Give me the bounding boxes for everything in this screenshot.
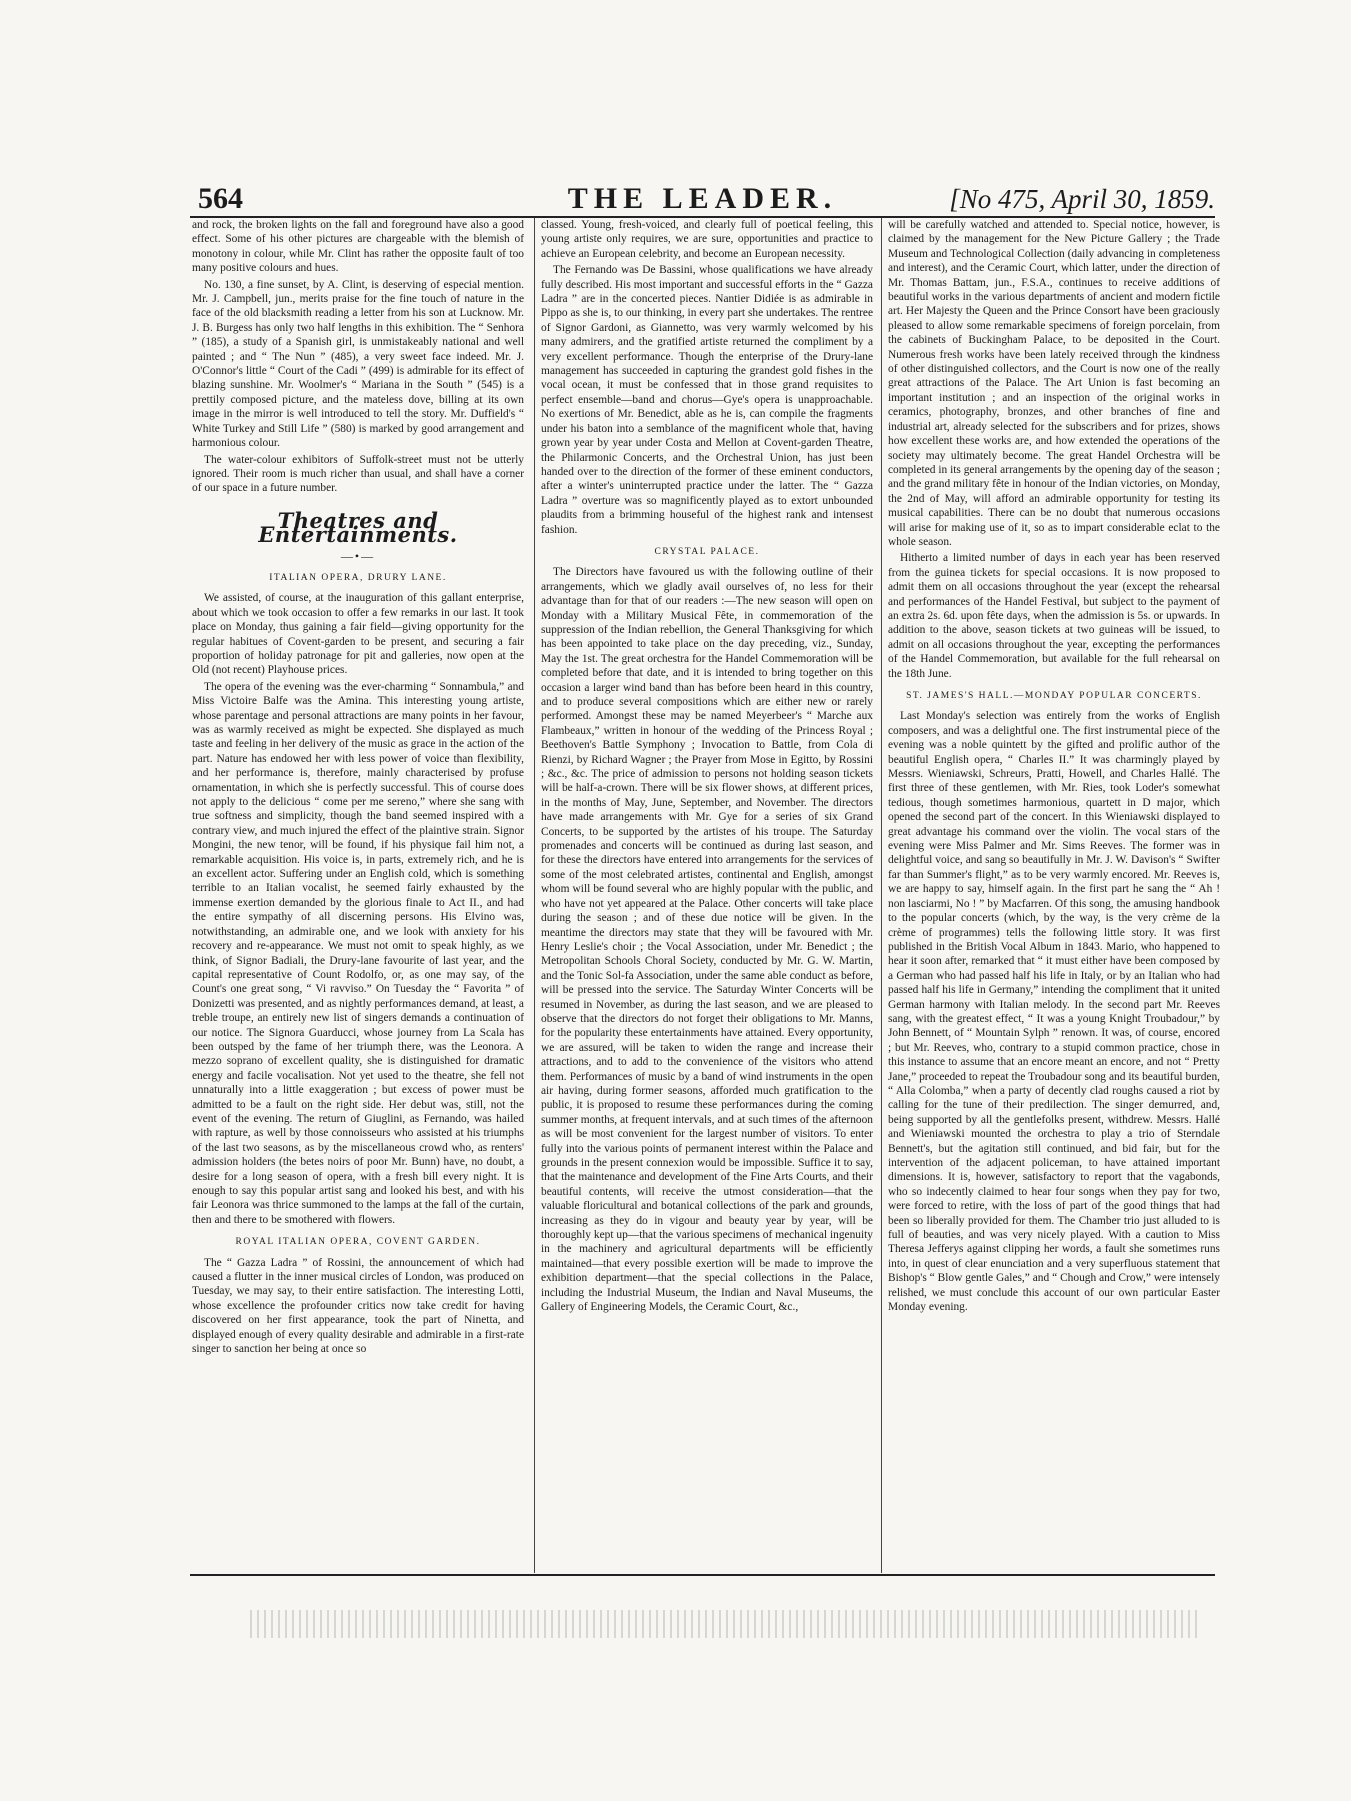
paragraph: The Directors have favoured us with the following outline of their arrangements, which we gladly avail ourselves of, no less for their advantage than for that of our readers :—The new season will open on Monday with a Military Musical Fête, in commemoration of the suppression of the Indian rebellion, the General Thanksgiving for which has been appointed to take place on the day preceding, viz., Sunday, May the 1st. The great orchestra for the Handel Commemoration will be completed before that date, and it is intended to bring together on this occasion a larger wind band than has before been heard in this country, and to produce several compositions which are either new or rarely performed. Amongst these may be named Meyerbeer's “ Marche aux Flambeaux,” written in honour of the wedding of the Princess Royal ; Beethoven's Battle Symphony ; Invocation to Battle, from Cola di Rienzi, by Richard Wagner ; the Prayer from Mose in Egitto, by Rossini ; &c., &c. The price of admission to persons not holding season tickets will be half-a-crown. There will be six flower shows, at different prices, in the months of May, June, September, and November. The directors have made arrangements with Mr. Gye for a series of six Grand Concerts, to be supported by the artistes of his troupe. The Saturday promenades and concerts will be continued as during last season, and for these the directors have entered into arrangements for the services of some of the most celebrated artistes, continental and English, amongst whom will be found several who are highly popular with the public, and who have not yet appeared at the Palace. Other concerts will take place during the season ; and of these due notice will be given. In the meantime the directors may state that they will be favoured with Mr. Henry Leslie's choir ; the Vocal Association, under Mr. Benedict ; the Metropolitan Schools Choral Society, conducted by Mr. G. W. Martin, and the Tonic Sol-fa Association, under the same able conduct as before, will be pressed into the service. The Saturday Winter Concerts will be resumed in November, as during the last season, and we are pleased to observe that the directors do not forget their obligations to Mr. Manns, for the popularity these entertainments have attained. Every opportunity, we are assured, will be taken to widen the range and increase their attractions, and to add to the convenience of the visitors who attend them. Performances of music by a band of wind instruments in the open air having, during former seasons, afforded much gratification to the public, it is proposed to resume these performances during the coming summer months, at frequent intervals, and at such times of the afternoon as will be most convenient for the largest number of visitors. To enter fully into the various points of permanent interest within the Palace and grounds in the present connexion would be impossible. Suffice it to say, that the maintenance and development of the Fine Arts Courts, and their beautiful contents, will receive the utmost consideration—that the valuable floricultural and botanical collections of the park and grounds, increasing as they do in vigour and beauty year by year, will be thoroughly kept up—that the various specimens of mechanical ingenuity in the machinery and agricultural departments will be efficiently maintained—that every possible exertion will be made to improve the exhibition department—that the special collections in the Palace, including the Industrial Museum, the Indian and Naval Museums, the Gallery of Engineering Models, the Ceramic Court, &c.,	[541, 566, 873, 1314]
page-header	[190, 180, 1215, 216]
paragraph: The opera of the evening was the ever-charming “ Sonnambula,” and Miss Victoire Balfe was the Amina. This interesting young artiste, whose parentage and personal attractions are many points in her favour, was as warmly received as might be expected. She displayed as much taste and feeling in her delivery of the music as grace in the action of the part. Nature has endowed her with less power of voice than flexibility, and her performance is, therefore, mainly characterised by profuse ornamentation, in which she is perfectly successful. This of course does not apply to the delicious “ come per me sereno,” where she sang with true softness and simplicity, though the band seemed inspired with a contrary view, and much injured the effect of the plaintive strain. Signor Mongini, the new tenor, will be found, if his physique fail him not, a remarkable acquisition. His voice is, in parts, extremely rich, and he is an excellent actor. Suffering under an English cold, which is something terrible to an Italian vocalist, he seemed fairly exhausted by the immense exertion demanded by the glorious finale to Act II., and had the entire sympathy of all discerning persons. His Elvino was, notwithstanding, an admirable one, and we look with anxiety for his recovery and re-appearance. We must not omit to speak highly, as we think, of Signor Badiali, the Drury-lane favourite of last year, and the capital representative of Count Rodolfo, or, as one may say, of the Count's one great song, “ Vi ravviso.” On Tuesday the “ Favorita ” of Donizetti was presented, and as nightly performances demand, at least, a treble troupe, an entirely new list of singers demands a continuation of our notice. The Signora Guarducci, whose journey from La Scala has been outsped by the fame of her triumph there, was the Leonora. A mezzo soprano of excellent quality, she is distinguished for dramatic energy and facile vocalisation. Not yet used to the theatre, she fell not unnaturally into a little exaggeration ; but excess of power must be admitted to be a fault on the right side. Her debut was, still, not the event of the evening. The return of Giuglini, as Fernando, was hailed with rapture, as well by those connoisseurs who assisted at his triumphs of the last two seasons, as by the miscellaneous crowd who, as renters' admission holders (the betes noirs of poor Mr. Bunn) have, no doubt, a desire for a long season of opera, with a fresh bill every night. It is enough to say this popular artist sang and looked his best, and with his fair Leonora was thrice summoned to the lamps at the fall of the curtain, then and there to be smothered with flowers.	[192, 680, 524, 1226]
paragraph: will be carefully watched and attended to. Special notice, however, is claimed by the management for the New Picture Gallery ; the Trade Museum and Technological Collection (daily advancing in completeness and interest), and the Ceramic Court, which latter, under the direction of Mr. Thomas Battam, jun., F.S.A., continues to receive additions of beautiful works in the various departments of ancient and modern fictile art. Her Majesty the Queen and the Prince Consort have been graciously pleased to allow some remarkable specimens of foreign porcelain, from the cabinets of Buckingham Palace, to be deposited in the Court. Numerous fresh works have been lately received through the kindness of other distinguished collectors, and the Court is now one of the really great attractions of the Palace. The Art Union is fast becoming an important institution ; and an inspection of the original works in ceramics, photography, bronzes, and other branches of fine and industrial art, already selected for the subscribers and for prizes, shows how excellent these works are, and how extended the operations of the society may ultimately become. The great Handel Orchestra will be completed in its general arrangements by the opening day of the season ; and the grand military fête in honour of the Indian victories, on Monday, the 2nd of May, will afford an admirable opportunity for testing its musical capabilities. There can be no doubt that numerous occasions will arise for making use of it, so as to impart considerable eclat to the whole season.	[888, 219, 1220, 548]
paragraph: The Fernando was De Bassini, whose qualifications we have already fully described. His most important and successful efforts in the “ Gazza Ladra ” are in the concerted pieces. Nantier Didiée is as admirable in Pippo as she is, to our thinking, in every part she undertakes. The rentree of Signor Gardoni, as Giannetto, was very warmly welcomed by his many admirers, and the gratified artiste returned the compliment by a very excellent performance. Though the enterprise of the Drury-lane management has succeeded in capturing the grandest gold fishes in the vocal ocean, it must be confessed that in those grand requisites to perfect ensemble—band and chorus—Gye's opera is unapproachable. No exertions of Mr. Benedict, able as he is, can compile the fragments under his baton into a semblance of the magnificent whole that, having grown year by year under Costa and Mellon at Covent-garden Theatre, the Philarmonic Concerts, and the Orchestral Union, has just been handed over to the direction of the former of these eminent conductors, after a winter's uninterrupted practice under the latter. The “ Gazza Ladra ” overture was so magnificently played as to extort unbounded plaudits from a brimming houseful of the highest rank and intensest fashion.	[541, 264, 873, 536]
subheading: CRYSTAL PALACE.	[654, 546, 760, 557]
column-3	[888, 218, 1220, 1573]
paragraph: and rock, the broken lights on the fall and foreground have also a good effect. Some of his other pictures are chargeable with the blemish of monotony in colour, while Mr. Clint has rather the opposite fault of too many positive colours and hues.	[192, 219, 524, 275]
scan-artifact	[250, 1610, 1200, 1638]
paragraph: The “ Gazza Ladra ” of Rossini, the announcement of which had caused a flutter in the inner musical circles of London, was produced on Tuesday, we may say, to their entire satisfaction. The interesting Lotti, whose excellence the profounder critics now take credit for having discovered on her first appearance, took the part of Ninetta, and displayed enough of every quality desirable and admirable in a first-rate singer to sanction her being at once so	[192, 1256, 524, 1356]
subheading: ROYAL ITALIAN OPERA, COVENT GARDEN.	[235, 1237, 481, 1248]
subheading: ST. JAMES'S HALL.—MONDAY POPULAR CONCERTS.	[906, 691, 1202, 701]
column-divider	[881, 218, 882, 1573]
column-divider	[534, 218, 535, 1573]
column-1	[192, 218, 524, 1573]
issue-date: [No 475, April 30, 1859.	[949, 184, 1215, 214]
column-2	[541, 218, 873, 1573]
masthead-title: THE LEADER.	[567, 182, 838, 215]
paragraph: classed. Young, fresh-voiced, and clearly full of poetical feeling, this young artiste only requires, we are sure, opportunities and practice to achieve an European celebrity, and become an European necessity.	[541, 219, 873, 260]
paragraph: Last Monday's selection was entirely from the works of English composers, and was a delightful one. The first instrumental piece of the evening was a noble quintett by the gifted and prolific author of the beautiful English opera, “ Charles II.” It was charmingly played by Messrs. Wieniawski, Schreurs, Pratti, Howell, and Charles Hallé. The first three of these gentlemen, with Mr. Ries, took Loder's somewhat tedious, though sometimes harmonious, quartett in D major, which opened the second part of the concert. In this Wieniawski displayed to great advantage his command over the violin. The vocal stars of the evening were Miss Palmer and Mr. Sims Reeves. The former was in delightful voice, and sang so beautifully in Mr. J. W. Davison's “ Swifter far than Summer's flight,” as to be very warmly encored. Mr. Reeves is, we are happy to say, himself again. In the first part he sang the “ Ah ! non lasciarmi, No ! ” by Macfarren. Of this song, the amusing handbook to the popular concerts (which, by the way, is the very crème de la crème of programmes) tells the following little story. It was first published in the British Vocal Album in 1843. Mario, who happened to hear it soon after, remarked that “ it must either have been composed by a German who had passed half his life in Italy, or by an Italian who had passed half his life in Germany,” intending the compliment that it united German harmony with Italian melody. In the second part Mr. Reeves sang, with the greatest effect, “ It was a young Knight Troubadour,” by John Bennett, of “ Mountain Sylph ” renown. It was, of course, encored ; but Mr. Reeves, who, contrary to a stupid common practice, chose in this instance to assume that an encore meant an encore, and not “ Pretty Jane,” proceeded to repeat the Troubadour song and its beautiful burden, “ Alla Colomba,” when a party of decently clad roughs caused a riot by calling for the tune of their predilection. The singer demurred, and, being supported by all the gentlefolks present, withdrew. Messrs. Hallé and Wieniawski mounted the orchestra to play a trio of Sterndale Bennett's, but the agitation still continued, and bid fair, but for the intervention of the adjacent policeman, to have attained important dimensions. It is, however, satisfactory to report that the vagabonds, who so indecently claimed to hear four songs when they pay for two, were forced to retire, with the loss of part of the good things that had been so liberally provided for them. The Chamber trio just alluded to is full of beauties, and was very nicely played. With a caution to Miss Theresa Jefferys against clipping her words, a fault she sometimes runs into, in quest of clear enunciation and a very superfluous statement that Bishop's “ Blow gentle Gales,” and “ Chough and Crow,” were intensely relished, we must conclude this account of our own particular Easter Monday evening.	[888, 710, 1220, 1314]
ornament-divider: —•—	[340, 548, 376, 563]
footer-rule	[190, 1574, 1215, 1576]
subheading: ITALIAN OPERA, DRURY LANE.	[269, 572, 447, 583]
paragraph: We assisted, of course, at the inauguration of this gallant enterprise, about which we took occasion to offer a few remarks in our last. It took place on Monday, thus gaining a fair field—giving opportunity for the regular habitues of Covent-garden to be present, and securing a fair proportion of holiday patronage for pit and galleries, now open at the Old (not recent) Playhouse prices.	[192, 592, 524, 677]
paragraph: The water-colour exhibitors of Suffolk-street must not be utterly ignored. Their room is much richer than usual, and shall have a corner of our space in a future number.	[192, 453, 524, 495]
paragraph: Hitherto a limited number of days in each year has been reserved from the guinea tickets for special occasions. It is now proposed to admit them on all occasions throughout the year (except the rehearsal and performances of the Handel Festival, but subject to the payment of an extra 2s. 6d. upon fête days, when the admission is 5s. or upwards. In addition to the above, season tickets at two guineas will be issued, to admit on all occasions throughout the year, excepting the performances of the Handel Commemoration, but available for the full rehearsal on the 18th June.	[888, 552, 1220, 680]
page-number: 564	[198, 182, 243, 215]
section-heading: Theatres and Entertainments.	[258, 507, 458, 548]
paragraph: No. 130, a fine sunset, by A. Clint, is deserving of especial mention. Mr. J. Campbell, jun., merits praise for the fine touch of nature in the face of the old blacksmith reading a letter from his son at Lucknow. Mr. J. B. Burgess has only two half lengths in this exhibition. The “ Senhora ” (185), a study of a Spanish girl, is unmistakeably national and well painted ; and “ The Nun ” (485), a very sweet face indeed. Mr. J. O'Connor's little “ Court of the Cadi ” (499) is admirable for its effect of blazing sunshine. Mr. Woolmer's “ Mariana in the South ” (545) is a prettily composed picture, and the mateless dove, billing at its own image in the mirror is well introduced to tell the story. Mr. Duffield's “ White Turkey and Still Life ” (580) is marked by good arrangement and harmonious colour.	[192, 278, 524, 450]
